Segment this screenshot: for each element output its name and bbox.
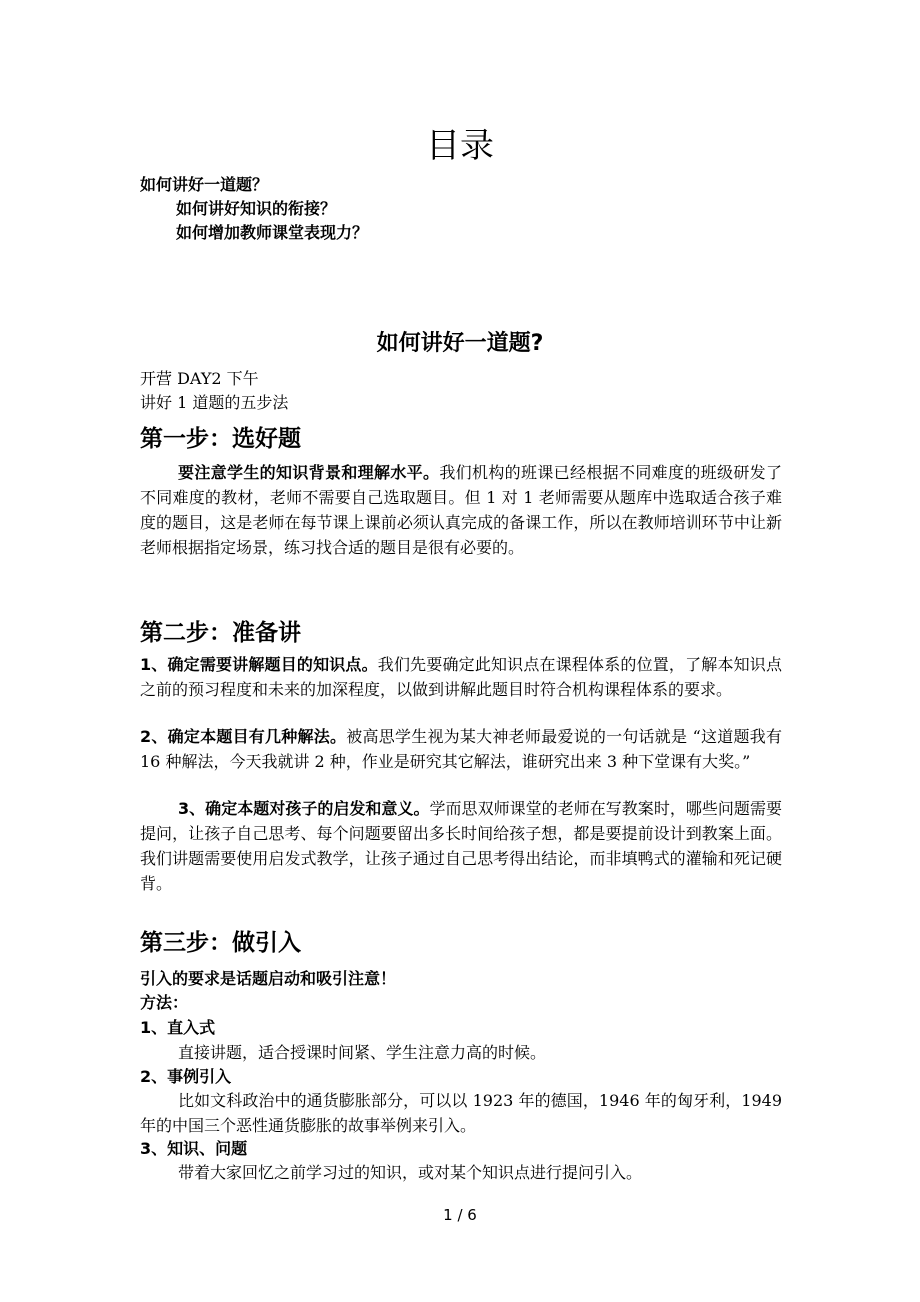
step3-method-label: 方法： [140, 993, 189, 1012]
step2-p2-lead: 2、确定本题目有几种解法。 [140, 727, 347, 746]
toc-item-1[interactable]: 如何讲好一道题？ [140, 175, 269, 194]
step3-heading: 第三步：做引入 [140, 930, 301, 956]
step2-p1-lead: 1、确定需要讲解题目的知识点。 [140, 655, 378, 674]
step2-p1-text: 我们先要确定此知识点在课程体系的位置，了解本知识点之前的预习程度和未来的加深程度，以做到讲解此题目时符合机构课程体系的要求。 [140, 655, 782, 699]
method-2-text: 比如文科政治中的通货膨胀部分，可以以 1923 年的德国，1946 年的匈牙利，1949 年的中国三个恶性通货膨胀的故事举例来引入。 [140, 1091, 782, 1135]
step1-text: 我们机构的班课已经根据不同难度的班级研发了不同难度的教材，老师不需要自己选取题目。但 1 对 1 老师需要从题库中选取适合孩子难度的题目，这是老师在每节课上课前必须认真完成的备课工作，所以在教师培训环节中让新老师根据指定场景，练习找合适的题目是很有必要的。 [140, 463, 782, 557]
method-3-text: 带着大家回忆之前学习过的知识，或对某个知识点进行提问引入。 [178, 1163, 643, 1182]
step2-paragraph-2 [140, 724, 782, 774]
method-1-text: 直接讲题，适合授课时间紧、学生注意力高的时候。 [178, 1043, 547, 1062]
method-3-title: 3、知识、问题 [140, 1139, 248, 1158]
step1-heading: 第一步：选好题 [140, 426, 301, 452]
step2-heading: 第二步：准备讲 [140, 620, 301, 646]
step2-paragraph-1 [140, 652, 782, 702]
step1-lead: 要注意学生的知识背景和理解水平。 [178, 463, 440, 482]
method-1-title: 1、直入式 [140, 1018, 216, 1037]
step2-paragraph-3 [140, 796, 782, 896]
step2-p3-lead: 3、确定本题对孩子的启发和意义。 [178, 799, 430, 818]
toc-item-2[interactable]: 如何讲好知识的衔接？ [176, 199, 337, 218]
method-2-title: 2、事例引入 [140, 1067, 232, 1086]
step3-requirement: 引入的要求是话题启动和吸引注意！ [140, 969, 397, 988]
step2-p3-text: 学而思双师课堂的老师在写教案时，哪些问题需要提问，让孩子自己思考、每个问题要留出多长时间给孩子想，都是要提前设计到教案上面。我们讲题需要使用启发式教学，让孩子通过自己思考得出结论，而非填鸭式的灌输和死记硬背。 [140, 799, 782, 893]
article-title: 如何讲好一道题? [376, 331, 544, 356]
meta-line-2: 讲好 1 道题的五步法 [140, 393, 289, 412]
toc-title: 目录 [426, 126, 494, 166]
step1-paragraph [140, 460, 782, 560]
page-number: 1 / 6 [443, 1206, 477, 1224]
toc-item-3[interactable]: 如何增加教师课堂表现力？ [176, 223, 369, 242]
step2-p2-text: 被高思学生视为某大神老师最爱说的一句话就是 “这道题我有 16 种解法，今天我就讲 2 种，作业是研究其它解法，谁研究出来 3 种下堂课有大奖。” [140, 727, 782, 771]
meta-line-1: 开营 DAY2 下午 [140, 369, 259, 388]
